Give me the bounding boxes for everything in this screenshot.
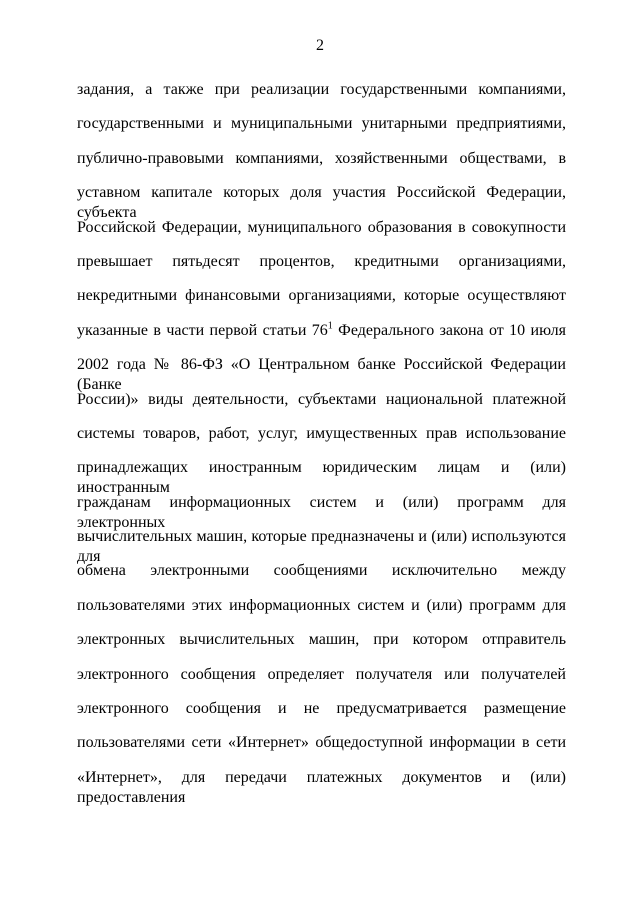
text-line-2: государственными и муниципальными унитарными предприятиями, [77,115,566,133]
text-line-16: пользователями этих информационных систем и (или) программ для [77,596,566,614]
article-superscript: 1 [327,320,333,332]
text-line-10: России)» виды деятельности, субъектами национальной платежной [77,390,566,408]
body-text [77,80,567,806]
text-line-20: пользователями сети «Интернет» общедоступной информации в сети [77,734,566,752]
text-line-1: задания, а также при реализации государственными компаниями, [77,81,566,98]
text-line-19: электронного сообщения и не предусматривается размещение [77,700,566,718]
text-line-5: Российской Федерации, муниципального образования в совокупности [77,218,566,236]
text-line-3: публично-правовыми компаниями, хозяйственными обществами, в [77,149,566,167]
text-line-17: электронных вычислительных машин, при котором отправитель [77,631,566,649]
text-line-6: превышает пятьдесят процентов, кредитными организациями, [77,252,566,270]
text-line-4: уставном капитале которых доля участия Российской Федерации, субъекта [77,184,566,222]
text-line-7: некредитными финансовыми организациями, которые осуществляют [77,287,566,305]
text-line-11: системы товаров, работ, услуг, имущественных прав использование [77,424,566,442]
page-number: 2 [316,37,324,54]
text-line-8-end: Федерального закона от 10 июля [332,321,567,339]
text-line-18: электронного сообщения определяет получателя или получателей [77,665,566,683]
text-line-8-start: указанные в части первой статьи 76 [77,321,328,339]
text-line-15: обмена электронными сообщениями исключительно между [77,562,566,580]
text-line-8 [77,321,566,355]
text-line-9: 2002 года № 86-ФЗ «О Центральном банке Российской Федерации (Банке [77,356,566,394]
text-line-12: принадлежащих иностранным юридическим лицам и (или) иностранным [77,459,566,497]
text-line-13: гражданам информационных систем и (или) программ для электронных [77,493,566,531]
text-line-21: «Интернет», для передачи платежных документов и (или) предоставления [77,768,566,806]
text-line-14: вычислительных машин, которые предназначены и (или) используются для [77,528,566,566]
